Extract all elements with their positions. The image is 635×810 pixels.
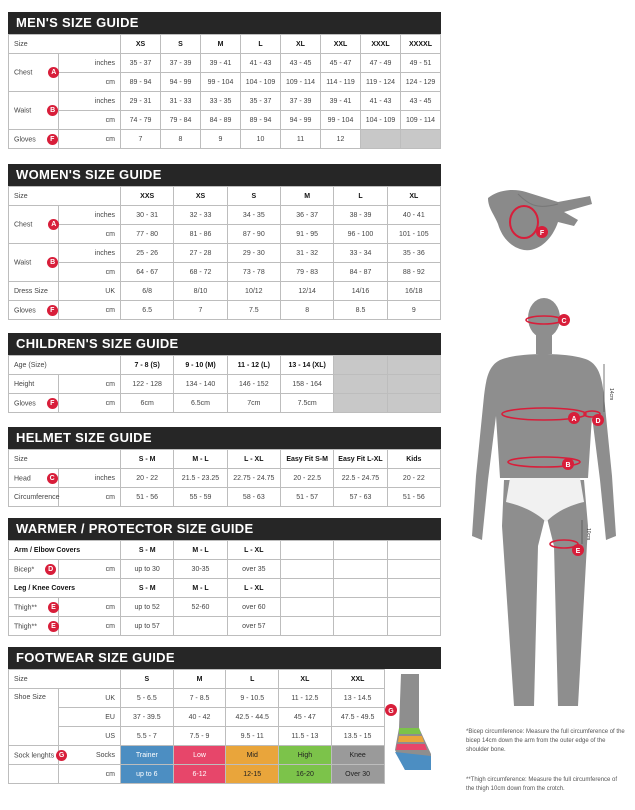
table-cell: 9 - 10.5	[226, 689, 279, 708]
badge-b-icon: B	[47, 257, 58, 268]
table-cell: 99 - 104	[201, 73, 241, 92]
table-cell	[387, 579, 440, 598]
table-cell: 40 - 41	[387, 206, 440, 225]
warmer-table	[8, 540, 441, 636]
table-cell: 122 - 128	[121, 375, 174, 394]
table-cell: L	[226, 670, 279, 689]
table-cell: 6.5cm	[174, 394, 227, 413]
table-cell: 41 - 43	[241, 54, 281, 73]
table-cell	[334, 394, 387, 413]
table-cell: cm	[59, 301, 121, 320]
table-cell: 38 - 39	[334, 206, 387, 225]
table-cell: 8	[161, 130, 201, 149]
helmet-table	[8, 449, 441, 507]
table-cell: M - L	[174, 541, 227, 560]
badge-a-icon: A	[571, 416, 577, 423]
table-cell: S	[121, 670, 174, 689]
badge-e-icon: E	[48, 602, 59, 613]
table-cell: 5 - 6.5	[121, 689, 174, 708]
table-cell: 158 - 164	[280, 375, 333, 394]
table-cell: inches	[59, 92, 121, 111]
table-cell: XS	[174, 187, 227, 206]
table-cell: 30 - 31	[121, 206, 174, 225]
table-cell: 30-35	[174, 560, 227, 579]
table-cell	[334, 375, 387, 394]
table-cell: 20 - 22.5	[280, 469, 333, 488]
table-cell: L	[334, 187, 387, 206]
children-table	[8, 355, 441, 413]
table-cell: 37 - 39	[281, 92, 321, 111]
table-cell: L - XL	[227, 579, 280, 598]
table-cell: Head C	[9, 469, 59, 488]
table-cell: 99 - 104	[321, 111, 361, 130]
table-cell: 51 - 56	[121, 488, 174, 507]
table-cell: 52-60	[174, 598, 227, 617]
table-cell	[334, 541, 387, 560]
table-cell: Over 30	[331, 765, 384, 784]
table-cell: 10	[241, 130, 281, 149]
table-cell: Easy Fit S-M	[280, 450, 333, 469]
table-cell	[174, 617, 227, 636]
table-cell: UK	[59, 282, 121, 301]
table-cell	[334, 356, 387, 375]
table-cell: 7.5 - 9	[173, 727, 226, 746]
table-cell: S	[227, 187, 280, 206]
table-cell: 134 - 140	[174, 375, 227, 394]
table-cell: cm	[59, 394, 121, 413]
badge-c-icon: C	[47, 473, 58, 484]
table-cell: inches	[59, 54, 121, 73]
table-cell: up to 52	[121, 598, 174, 617]
table-cell: 6-12	[173, 765, 226, 784]
table-cell: 35 - 36	[387, 244, 440, 263]
table-cell: 39 - 41	[201, 54, 241, 73]
table-cell: Bicep* D	[9, 560, 59, 579]
table-cell: Gloves F	[9, 394, 59, 413]
table-cell: 37 - 39.5	[121, 708, 174, 727]
badge-f-icon: F	[47, 305, 58, 316]
table-cell	[387, 394, 440, 413]
table-cell: 16/18	[387, 282, 440, 301]
table-cell: 8	[280, 301, 333, 320]
table-cell: 35 - 37	[241, 92, 281, 111]
table-cell: 84 - 87	[334, 263, 387, 282]
table-cell: 104 - 109	[241, 73, 281, 92]
table-cell: 87 - 90	[227, 225, 280, 244]
table-cell: Mid	[226, 746, 279, 765]
warmer-title: WARMER / PROTECTOR SIZE GUIDE	[8, 518, 441, 540]
table-cell: 41 - 43	[361, 92, 401, 111]
leg-measure-label: 10cm	[585, 528, 591, 541]
table-cell: 21.5 - 23.25	[174, 469, 227, 488]
table-cell: 13 - 14.5	[331, 689, 384, 708]
table-cell: 104 - 109	[361, 111, 401, 130]
table-cell: 57 - 63	[334, 488, 387, 507]
table-cell: S - M	[121, 541, 174, 560]
table-cell: M	[201, 35, 241, 54]
table-cell	[387, 617, 440, 636]
table-cell: up to 30	[121, 560, 174, 579]
table-cell: Gloves F	[9, 301, 59, 320]
table-cell: 27 - 28	[174, 244, 227, 263]
warmer-size-guide	[8, 518, 441, 636]
table-cell: up to 57	[121, 617, 174, 636]
table-cell: Thigh** E	[9, 598, 59, 617]
table-cell: 7	[121, 130, 161, 149]
table-cell: 7cm	[227, 394, 280, 413]
table-cell: 124 - 129	[401, 73, 441, 92]
table-cell: 79 - 84	[161, 111, 201, 130]
table-cell: M	[173, 670, 226, 689]
table-cell: 68 - 72	[174, 263, 227, 282]
badge-f-icon: F	[47, 134, 58, 145]
table-cell: 47 - 49	[361, 54, 401, 73]
table-cell: 9	[387, 301, 440, 320]
table-cell: XXL	[331, 670, 384, 689]
table-cell: Size	[9, 450, 121, 469]
table-cell: 89 - 94	[241, 111, 281, 130]
gloves-label: Gloves F	[9, 130, 59, 149]
table-cell: Leg / Knee Covers	[9, 579, 121, 598]
body-illustration	[470, 296, 630, 714]
table-cell: cm	[59, 375, 121, 394]
children-title: CHILDREN'S SIZE GUIDE	[8, 333, 441, 355]
table-cell: 47.5 - 49.5	[331, 708, 384, 727]
table-cell: 16-20	[279, 765, 332, 784]
table-cell	[334, 579, 387, 598]
table-cell: Socks	[59, 746, 121, 765]
table-cell: 81 - 86	[174, 225, 227, 244]
footwear-table	[8, 669, 441, 784]
men-size-guide	[8, 12, 441, 149]
table-cell	[281, 541, 334, 560]
women-title: WOMEN'S SIZE GUIDE	[8, 164, 441, 186]
table-cell: 79 - 83	[280, 263, 333, 282]
table-cell: 91 - 95	[280, 225, 333, 244]
arm-measure-label: 14cm	[608, 388, 614, 401]
table-cell: Shoe Size	[9, 689, 59, 746]
table-cell: 88 - 92	[387, 263, 440, 282]
table-cell	[387, 560, 440, 579]
table-cell: 58 - 63	[227, 488, 280, 507]
table-cell: 7.5cm	[280, 394, 333, 413]
table-cell	[334, 598, 387, 617]
badge-c-icon: C	[561, 318, 567, 325]
table-cell: 29 - 30	[227, 244, 280, 263]
table-cell: 33 - 34	[334, 244, 387, 263]
table-cell: over 60	[227, 598, 280, 617]
table-cell: 94 - 99	[161, 73, 201, 92]
table-cell: 51 - 57	[280, 488, 333, 507]
table-cell: up to 6	[121, 765, 174, 784]
table-cell: 35 - 37	[121, 54, 161, 73]
table-cell	[334, 560, 387, 579]
table-cell: 7.5	[227, 301, 280, 320]
table-cell: XXL	[321, 35, 361, 54]
table-cell: 32 - 33	[174, 206, 227, 225]
table-cell: Sock lenghts G	[9, 746, 59, 765]
badge-b-icon: B	[47, 105, 58, 116]
table-cell: L - XL	[227, 450, 280, 469]
table-cell: 77 - 80	[121, 225, 174, 244]
table-cell: 10/12	[227, 282, 280, 301]
table-cell: UK	[59, 689, 121, 708]
table-cell: Circumference	[9, 488, 59, 507]
table-cell: Thigh** E	[9, 617, 59, 636]
table-cell: 29 - 31	[121, 92, 161, 111]
table-cell	[387, 598, 440, 617]
table-cell: 11	[281, 130, 321, 149]
table-cell	[9, 765, 59, 784]
table-cell: 96 - 100	[334, 225, 387, 244]
table-cell: 146 - 152	[227, 375, 280, 394]
table-cell: Low	[173, 746, 226, 765]
badge-d-icon: D	[45, 564, 56, 575]
table-cell: 101 - 105	[387, 225, 440, 244]
table-cell: Height	[9, 375, 59, 394]
table-cell: 109 - 114	[401, 111, 441, 130]
badge-f-icon: F	[539, 230, 545, 237]
table-cell: 49 - 51	[401, 54, 441, 73]
table-cell: 37 - 39	[161, 54, 201, 73]
footwear-title: FOOTWEAR SIZE GUIDE	[8, 647, 441, 669]
table-cell: EU	[59, 708, 121, 727]
table-cell: 11 - 12 (L)	[227, 356, 280, 375]
table-cell: 39 - 41	[321, 92, 361, 111]
table-cell: Size	[9, 187, 121, 206]
table-cell: 22.5 - 24.75	[334, 469, 387, 488]
table-cell: XL	[387, 187, 440, 206]
table-cell: Waist B	[9, 244, 59, 282]
table-cell	[387, 541, 440, 560]
table-cell: XXXL	[361, 35, 401, 54]
table-cell: M - L	[174, 450, 227, 469]
table-cell: L - XL	[227, 541, 280, 560]
badge-g-icon: G	[387, 707, 394, 715]
table-cell	[361, 130, 401, 149]
table-cell: 74 - 79	[121, 111, 161, 130]
table-cell: 40 - 42	[173, 708, 226, 727]
table-cell: High	[279, 746, 332, 765]
waist-label: Waist B	[9, 92, 59, 130]
table-cell: XXS	[121, 187, 174, 206]
table-cell: 12	[321, 130, 361, 149]
table-cell	[281, 598, 334, 617]
sock-illustration	[384, 670, 441, 784]
table-cell: 7 - 8.5	[173, 689, 226, 708]
table-cell: 51 - 56	[387, 488, 440, 507]
women-table	[8, 186, 441, 320]
table-cell: 119 - 124	[361, 73, 401, 92]
table-cell: Size	[9, 670, 121, 689]
table-cell: 31 - 32	[280, 244, 333, 263]
table-cell: 64 - 67	[121, 263, 174, 282]
table-cell: 6cm	[121, 394, 174, 413]
table-cell: 84 - 89	[201, 111, 241, 130]
table-cell: 12-15	[226, 765, 279, 784]
table-cell	[401, 130, 441, 149]
hand-illustration	[478, 180, 598, 260]
table-cell	[387, 375, 440, 394]
table-cell: 55 - 59	[174, 488, 227, 507]
table-cell	[334, 617, 387, 636]
table-cell: US	[59, 727, 121, 746]
table-cell: cm	[59, 225, 121, 244]
table-cell: Age (Size)	[9, 356, 121, 375]
table-cell: cm	[59, 765, 121, 784]
table-cell: S - M	[121, 450, 174, 469]
men-title: MEN'S SIZE GUIDE	[8, 12, 441, 34]
table-cell: 12/14	[280, 282, 333, 301]
table-cell: 7	[174, 301, 227, 320]
table-cell: 20 - 22	[121, 469, 174, 488]
table-cell: 8.5	[334, 301, 387, 320]
table-cell: 9	[201, 130, 241, 149]
badge-d-icon: D	[595, 418, 601, 425]
table-cell: 22.75 - 24.75	[227, 469, 280, 488]
thigh-note: **Thigh circumference: Measure the full circumference of the thigh 10cm down from the crotch.	[466, 777, 618, 792]
table-cell: cm	[59, 560, 121, 579]
table-cell: 8/10	[174, 282, 227, 301]
table-cell: Trainer	[121, 746, 174, 765]
table-cell: 94 - 99	[281, 111, 321, 130]
table-cell: XL	[279, 670, 332, 689]
table-cell: 43 - 45	[401, 92, 441, 111]
table-cell: Kids	[387, 450, 440, 469]
table-cell: 25 - 26	[121, 244, 174, 263]
table-cell: Easy Fit L-XL	[334, 450, 387, 469]
table-cell: 13.5 - 15	[331, 727, 384, 746]
badge-b-icon: B	[565, 462, 571, 469]
table-cell: 42.5 - 44.5	[226, 708, 279, 727]
bicep-note: *Bicep circumference: Measure the full circumference of the bicep 14cm down the arm from the outer edge of the shoulder bone.	[466, 729, 625, 753]
table-cell: S	[161, 35, 201, 54]
badge-e-icon: E	[575, 548, 581, 555]
table-cell: XL	[281, 35, 321, 54]
table-cell: 9.5 - 11	[226, 727, 279, 746]
helmet-size-guide	[8, 427, 441, 507]
badge-f-icon: F	[47, 398, 58, 409]
table-cell: L	[241, 35, 281, 54]
table-cell: Dress Size	[9, 282, 59, 301]
table-cell	[387, 356, 440, 375]
table-cell: cm	[59, 73, 121, 92]
table-cell: cm	[59, 617, 121, 636]
table-cell: cm	[59, 130, 121, 149]
table-cell: Knee	[331, 746, 384, 765]
children-size-guide	[8, 333, 441, 413]
table-cell: 9 - 10 (M)	[174, 356, 227, 375]
table-cell: 14/16	[334, 282, 387, 301]
table-cell: Arm / Elbow Covers	[9, 541, 121, 560]
table-cell: 89 - 94	[121, 73, 161, 92]
table-cell: 34 - 35	[227, 206, 280, 225]
women-size-guide	[8, 164, 441, 320]
table-cell: 36 - 37	[280, 206, 333, 225]
men-table	[8, 34, 441, 149]
helmet-title: HELMET SIZE GUIDE	[8, 427, 441, 449]
table-cell: 11 - 12.5	[279, 689, 332, 708]
table-cell: M - L	[174, 579, 227, 598]
badge-a-icon: A	[48, 219, 59, 230]
table-cell: 45 - 47	[279, 708, 332, 727]
table-cell: 45 - 47	[321, 54, 361, 73]
table-cell: over 35	[227, 560, 280, 579]
table-cell: Chest A	[9, 206, 59, 244]
chest-label: Chest A	[9, 54, 59, 92]
table-cell: inches	[59, 206, 121, 225]
badge-e-icon: E	[48, 621, 59, 632]
table-cell: 7 - 8 (S)	[121, 356, 174, 375]
table-cell	[281, 579, 334, 598]
table-cell: 5.5 - 7	[121, 727, 174, 746]
badge-g-icon: G	[56, 750, 67, 761]
table-cell: cm	[59, 111, 121, 130]
table-cell	[281, 617, 334, 636]
table-cell: XS	[121, 35, 161, 54]
table-cell: 6.5	[121, 301, 174, 320]
table-cell: inches	[59, 469, 121, 488]
table-cell: 20 - 22	[387, 469, 440, 488]
table-cell: 43 - 45	[281, 54, 321, 73]
table-cell: cm	[59, 598, 121, 617]
table-cell: S - M	[121, 579, 174, 598]
table-cell: 31 - 33	[161, 92, 201, 111]
footwear-size-guide	[8, 647, 441, 784]
table-cell: Size	[9, 35, 121, 54]
table-cell: 33 - 35	[201, 92, 241, 111]
table-cell: cm	[59, 263, 121, 282]
table-cell: over 57	[227, 617, 280, 636]
table-cell: inches	[59, 244, 121, 263]
table-cell: 11.5 - 13	[279, 727, 332, 746]
badge-a-icon: A	[48, 67, 59, 78]
table-cell: 6/8	[121, 282, 174, 301]
table-cell: M	[280, 187, 333, 206]
table-cell: 73 - 78	[227, 263, 280, 282]
table-cell: 109 - 114	[281, 73, 321, 92]
table-cell	[281, 560, 334, 579]
table-cell: 13 - 14 (XL)	[280, 356, 333, 375]
table-cell: XXXXL	[401, 35, 441, 54]
table-cell: cm	[59, 488, 121, 507]
table-cell: 114 - 119	[321, 73, 361, 92]
